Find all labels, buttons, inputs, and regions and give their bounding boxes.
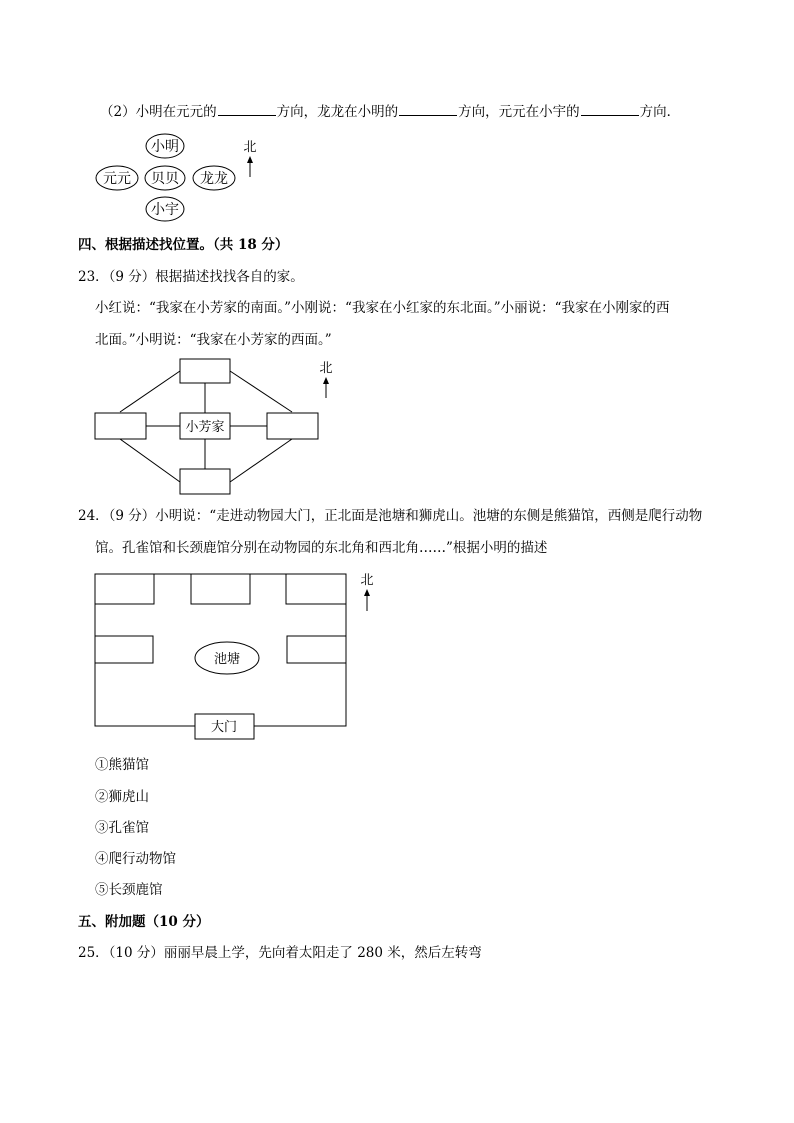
q22-text-seg2: 方向，龙龙在小明的 bbox=[276, 104, 399, 120]
north-label-1: 北 bbox=[243, 140, 257, 155]
house-box-north[interactable] bbox=[180, 359, 230, 383]
zoo-slot-west[interactable] bbox=[95, 636, 153, 663]
zoo-slot-north[interactable] bbox=[191, 574, 250, 604]
north-arrow-icon bbox=[364, 589, 370, 611]
q22-text-suffix: 方向． bbox=[639, 104, 681, 120]
question-24-stem-line1: 24．（9 分）小明说：“走进动物园大门，正北面是池塘和狮虎山。池塘的东侧是熊猫馆，西侧是爬行动物 bbox=[78, 508, 703, 524]
q24-option-2: ②狮虎山 bbox=[95, 789, 149, 805]
q24-option-3: ③孔雀馆 bbox=[95, 820, 149, 836]
section-4-heading: 四、根据描述找位置。（共 18 分） bbox=[78, 237, 289, 253]
label-left: 元元 bbox=[103, 171, 131, 187]
question-23-stem: 23．（9 分）根据描述找找各自的家。 bbox=[78, 269, 304, 285]
north-arrow-icon bbox=[323, 377, 329, 398]
q24-option-4: ④爬行动物馆 bbox=[95, 851, 176, 867]
house-box-south[interactable] bbox=[180, 469, 230, 494]
houses-diagram bbox=[95, 359, 333, 494]
label-bottom: 小宇 bbox=[151, 202, 179, 218]
label-top: 小明 bbox=[151, 139, 179, 155]
zoo-slot-northeast[interactable] bbox=[286, 574, 346, 604]
q24-option-1: ①熊猫馆 bbox=[95, 757, 149, 773]
section-5-heading: 五、附加题（10 分） bbox=[78, 914, 210, 930]
north-arrow-icon bbox=[247, 156, 253, 177]
question-25-stem: 25．（10 分）丽丽早晨上学，先向着太阳走了 280 米，然后左转弯 bbox=[78, 945, 482, 961]
label-right: 龙龙 bbox=[200, 171, 228, 187]
gate-label: 大门 bbox=[210, 720, 238, 735]
position-diagram bbox=[96, 134, 257, 221]
xiaofang-home-label: 小芳家 bbox=[185, 420, 225, 435]
q24-option-5: ⑤长颈鹿馆 bbox=[95, 882, 163, 898]
question-24-stem-line2: 馆。孔雀馆和长颈鹿馆分别在动物园的东北角和西北角……”根据小明的描述 bbox=[95, 540, 548, 556]
pond-label: 池塘 bbox=[213, 652, 241, 667]
q22-text-prefix: （2）小明在元元的 bbox=[100, 104, 217, 120]
zoo-slot-east[interactable] bbox=[287, 636, 346, 663]
zoo-slot-northwest[interactable] bbox=[95, 574, 154, 604]
label-center: 贝贝 bbox=[151, 171, 179, 187]
zoo-map bbox=[95, 573, 374, 739]
house-box-west[interactable] bbox=[95, 413, 146, 439]
house-box-east[interactable] bbox=[267, 413, 318, 439]
north-label-3: 北 bbox=[360, 573, 374, 588]
question-23-text-line2: 北面。”小明说：“我家在小芳家的西面。” bbox=[95, 332, 332, 348]
north-label-2: 北 bbox=[319, 361, 333, 376]
q22-text-seg3: 方向，元元在小宇的 bbox=[458, 104, 580, 120]
question-23-text-line1: 小红说：“我家在小芳家的南面。”小刚说：“我家在小红家的东北面。”小丽说：“我家在小刚家的西 bbox=[95, 300, 670, 316]
